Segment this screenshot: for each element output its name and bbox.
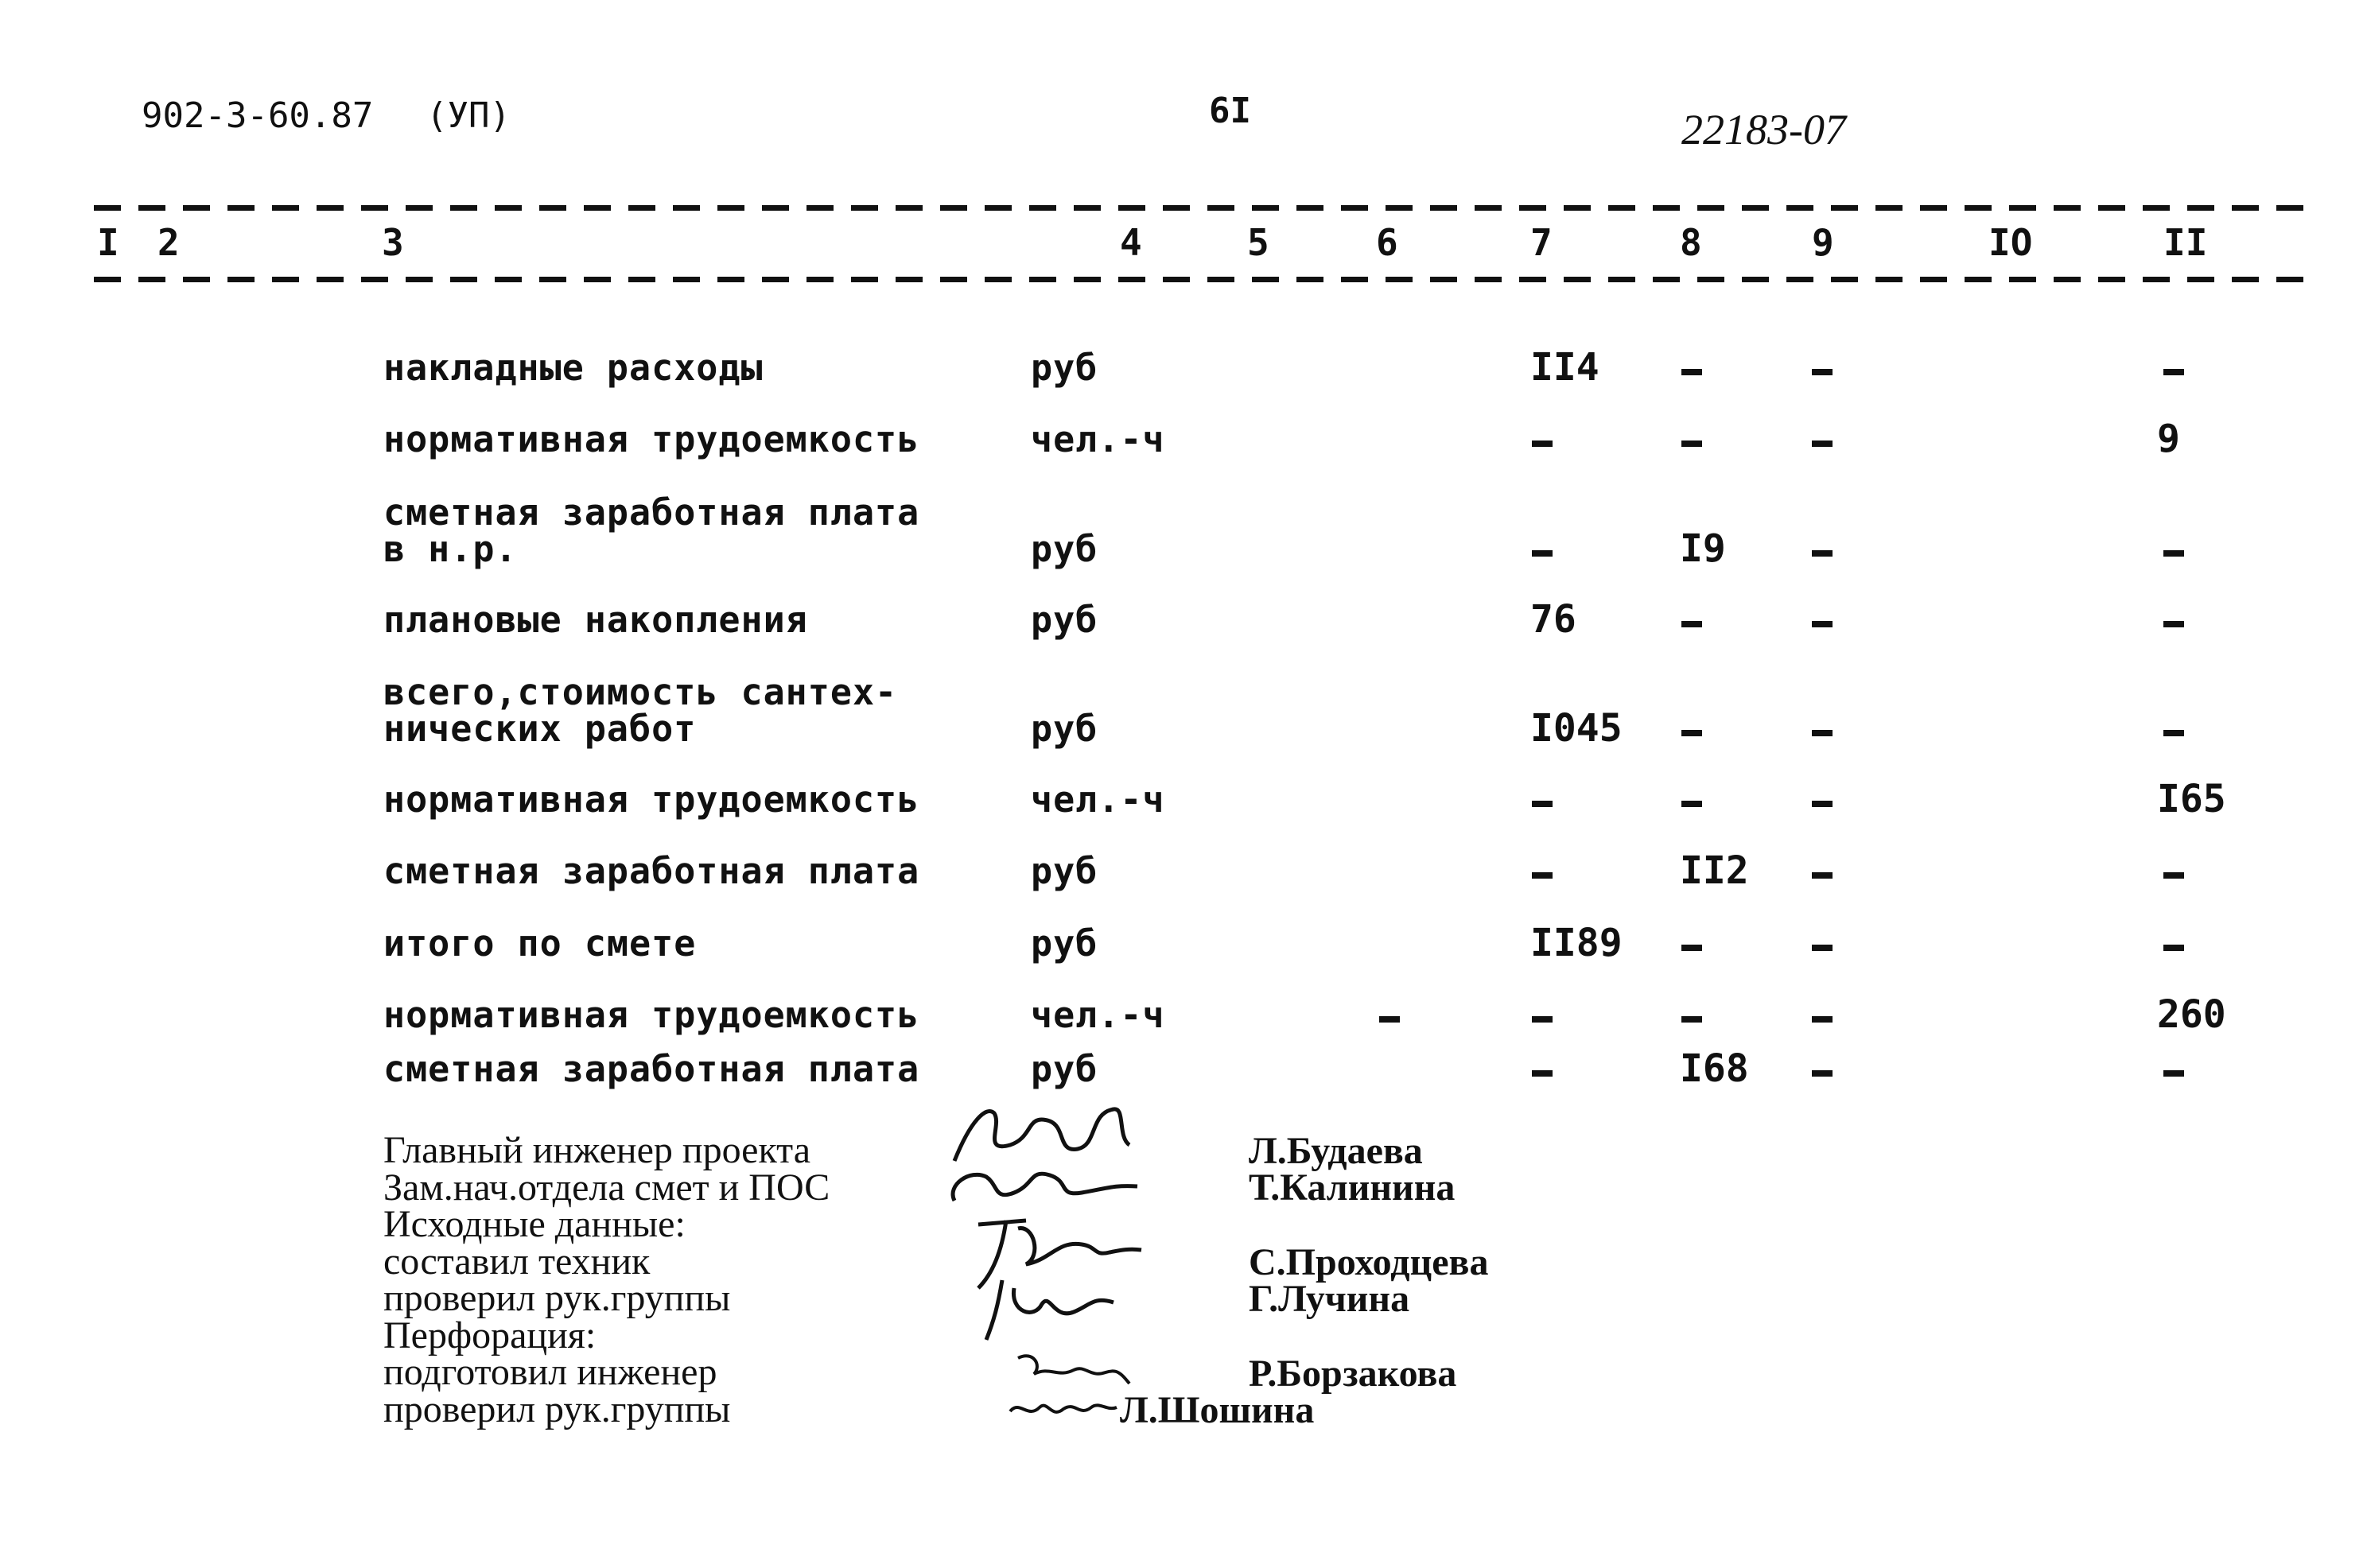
row-3-col-7-dash xyxy=(1532,550,1553,557)
row-5-col-7-value: I045 xyxy=(1530,706,1623,751)
row-4-col-8-dash xyxy=(1681,621,1702,627)
row-7-col-11-dash xyxy=(2163,872,2184,879)
name-borzakova: Р.Борзакова xyxy=(1249,1353,1457,1395)
row-8-col-9-dash xyxy=(1812,945,1833,951)
row-7-col-7-dash xyxy=(1532,872,1553,879)
row-1-col-9-dash xyxy=(1812,369,1833,375)
column-number-1: I xyxy=(97,221,119,264)
row-1-name-line-1: накладные расходы xyxy=(383,347,764,389)
row-6-unit: чел.-ч xyxy=(1031,778,1165,821)
row-6-col-11-value: I65 xyxy=(2157,777,2226,821)
row-9-col-8-dash xyxy=(1681,1016,1702,1023)
name-budaeva: Л.Будаева xyxy=(1249,1130,1423,1172)
row-9-col-9-dash xyxy=(1812,1016,1833,1023)
name-prokhodtseva: С.Проходцева xyxy=(1249,1241,1489,1283)
row-10-name-line-1: сметная заработная плата xyxy=(383,1048,920,1090)
row-5-unit: руб xyxy=(1031,708,1098,750)
column-number-6: 6 xyxy=(1376,221,1398,264)
sheet-number: 22183-07 xyxy=(1681,106,1846,153)
column-number-7: 7 xyxy=(1530,221,1553,264)
row-2-col-7-dash xyxy=(1532,441,1553,447)
signature-roles xyxy=(383,1129,830,1430)
row-3-col-8-value: I9 xyxy=(1680,526,1726,571)
name-shoshina: Л.Шошина xyxy=(1120,1389,1315,1431)
row-1-col-7-value: II4 xyxy=(1530,345,1599,390)
row-6-col-8-dash xyxy=(1681,801,1702,807)
row-6-col-9-dash xyxy=(1812,801,1833,807)
row-1-unit: руб xyxy=(1031,347,1098,389)
column-number-9: 9 xyxy=(1812,221,1834,264)
row-9-col-7-dash xyxy=(1532,1016,1553,1023)
handwritten-signature-luchina xyxy=(978,1264,1137,1346)
row-10-unit: руб xyxy=(1031,1048,1098,1090)
column-number-10: IO xyxy=(1988,221,2033,264)
column-number-11: II xyxy=(2163,221,2208,264)
role-checked-by-2: проверил рук.группы xyxy=(383,1388,731,1430)
role-checked-by-1: проверил рук.группы xyxy=(383,1277,731,1319)
row-1-col-8-dash xyxy=(1681,369,1702,375)
header-top-rule xyxy=(94,205,2305,211)
row-6-col-7-dash xyxy=(1532,801,1553,807)
row-9-col-11-value: 260 xyxy=(2157,992,2226,1037)
row-4-name-line-1: плановые накопления xyxy=(383,599,808,641)
row-5-col-9-dash xyxy=(1812,730,1833,736)
role-deputy-head: Зам.нач.отдела смет и ПОС xyxy=(383,1166,830,1209)
name-luchina: Г.Лучина xyxy=(1249,1278,1410,1320)
row-9-col-6-dash xyxy=(1379,1016,1400,1023)
row-6-name-line-1: нормативная трудоемкость xyxy=(383,778,920,821)
row-10-col-8-value: I68 xyxy=(1680,1046,1749,1091)
row-3-col-9-dash xyxy=(1812,550,1833,557)
column-number-3: 3 xyxy=(382,221,404,264)
row-8-col-11-dash xyxy=(2163,945,2184,951)
row-9-unit: чел.-ч xyxy=(1031,994,1165,1036)
row-7-unit: руб xyxy=(1031,850,1098,892)
row-5-name-line-1: всего,стоимость сантех- xyxy=(383,671,898,713)
role-chief-engineer: Главный инженер проекта xyxy=(383,1129,811,1171)
row-1-col-11-dash xyxy=(2163,369,2184,375)
row-2-name-line-1: нормативная трудоемкость xyxy=(383,418,920,460)
row-3-unit: руб xyxy=(1031,528,1098,570)
row-4-unit: руб xyxy=(1031,599,1098,641)
row-5-name-line-2: нических работ xyxy=(383,708,697,750)
row-7-col-9-dash xyxy=(1812,872,1833,879)
row-10-col-7-dash xyxy=(1532,1070,1553,1077)
row-7-name-line-1: сметная заработная плата xyxy=(383,850,920,892)
row-2-col-11-value: 9 xyxy=(2157,417,2180,461)
row-3-name-line-1: сметная заработная плата xyxy=(383,491,920,534)
row-4-col-9-dash xyxy=(1812,621,1833,627)
row-8-unit: руб xyxy=(1031,922,1098,964)
row-8-name-line-1: итого по смете xyxy=(383,922,697,964)
document-code: 902-3-60.87 xyxy=(142,95,374,136)
row-5-col-11-dash xyxy=(2163,730,2184,736)
handwritten-signature-shoshina xyxy=(1004,1384,1123,1434)
row-10-col-9-dash xyxy=(1812,1070,1833,1077)
document-type: (УП) xyxy=(426,95,511,136)
row-4-col-11-dash xyxy=(2163,621,2184,627)
column-number-5: 5 xyxy=(1247,221,1269,264)
column-number-2: 2 xyxy=(157,221,180,264)
role-prepared-by: подготовил инженер xyxy=(383,1351,717,1393)
row-2-col-8-dash xyxy=(1681,441,1702,447)
row-2-col-9-dash xyxy=(1812,441,1833,447)
row-4-col-7-value: 76 xyxy=(1530,597,1576,642)
column-number-8: 8 xyxy=(1680,221,1702,264)
name-kalinina: Т.Калинина xyxy=(1249,1166,1456,1209)
role-compiled-by: составил техник xyxy=(383,1240,651,1283)
row-8-col-7-value: II89 xyxy=(1530,921,1623,965)
row-5-col-8-dash xyxy=(1681,730,1702,736)
row-3-col-11-dash xyxy=(2163,550,2184,557)
column-number-4: 4 xyxy=(1120,221,1142,264)
page-number: 6I xyxy=(1209,91,1251,131)
row-8-col-8-dash xyxy=(1681,945,1702,951)
section-perforation: Перфорация: xyxy=(383,1314,597,1356)
row-2-unit: чел.-ч xyxy=(1031,418,1165,460)
header-bottom-rule xyxy=(94,277,2305,282)
row-3-name-line-2: в н.р. xyxy=(383,528,518,570)
section-source-data: Исходные данные: xyxy=(383,1203,686,1245)
row-7-col-8-value: II2 xyxy=(1680,848,1749,893)
row-9-name-line-1: нормативная трудоемкость xyxy=(383,994,920,1036)
row-10-col-11-dash xyxy=(2163,1070,2184,1077)
